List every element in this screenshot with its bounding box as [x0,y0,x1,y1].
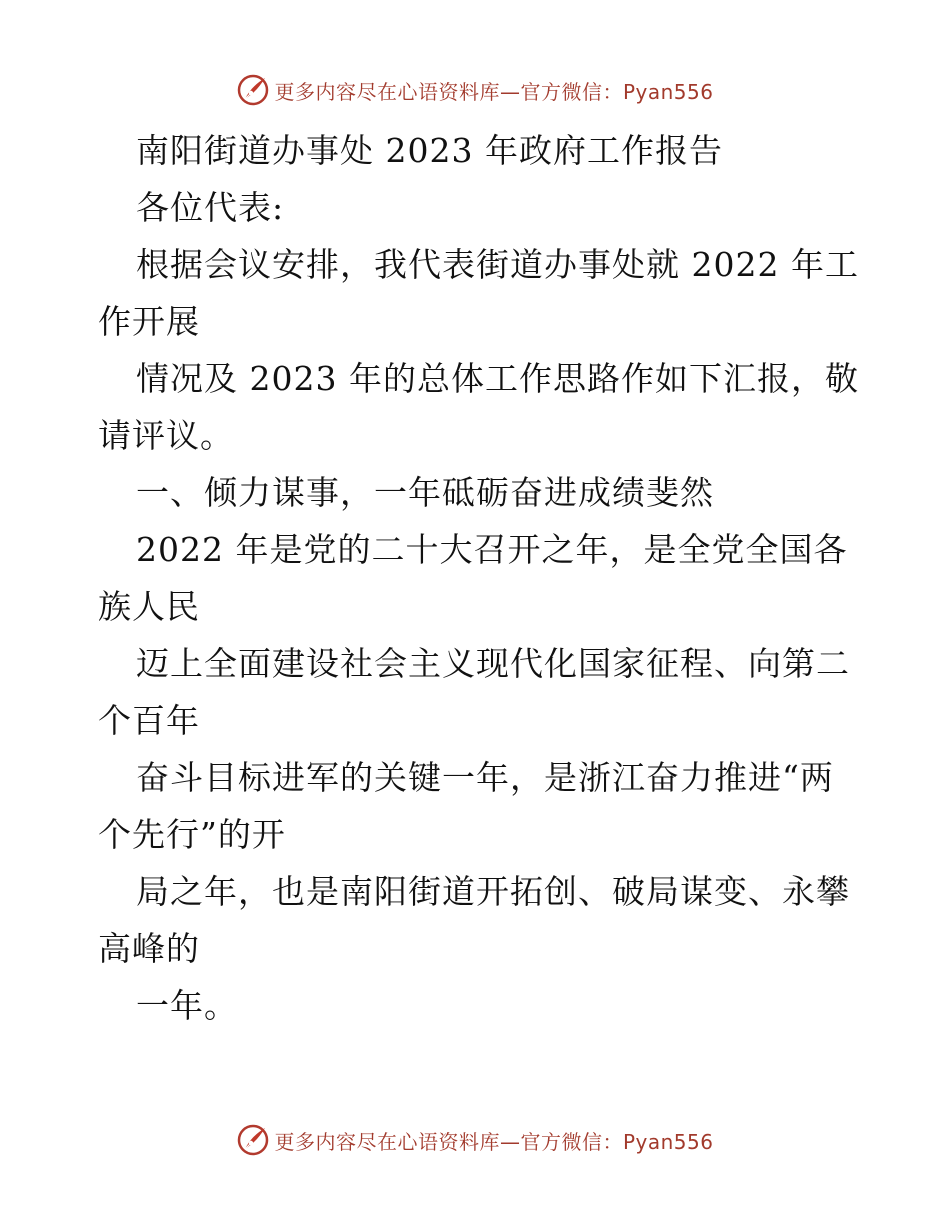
paragraph-line: 迈上全面建设社会主义现代化国家征程、向第二 [136,644,850,683]
watermark-text: 更多内容尽在心语资料库—官方微信：Pyan556 [274,79,714,104]
paragraph-line: 个百年 [98,701,200,740]
paragraph-line: 一年。 [136,986,238,1025]
paragraph-line: 局之年，也是南阳街道开拓创、破局谋变、永攀 [136,872,850,911]
document-body [98,122,858,1034]
document-title: 南阳街道办事处 2023 年政府工作报告 [136,131,723,170]
paragraph-line: 族人民 [98,587,200,626]
paragraph-line: 根据会议安排，我代表街道办事处就 2022 年工 [136,245,859,284]
paragraph-line: 个先行”的开 [98,815,286,854]
section-heading: 一、倾力谋事，一年砥砺奋进成绩斐然 [136,473,714,512]
feather-pen-logo-icon [236,1123,270,1157]
paragraph-line: 情况及 2023 年的总体工作思路作如下汇报，敬 [136,359,859,398]
paragraph-line: 高峰的 [98,929,200,968]
paragraph-line: 请评议。 [98,416,234,455]
feather-pen-logo-icon [236,73,270,107]
paragraph-line: 作开展 [98,302,200,341]
header-watermark-banner [0,70,950,110]
paragraph-line: 2022 年是党的二十大召开之年，是全党全国各 [136,530,848,569]
salutation: 各位代表: [136,188,285,227]
paragraph-line: 奋斗目标进军的关键一年，是浙江奋力推进“两 [136,758,834,797]
footer-watermark-banner [0,1120,950,1160]
watermark-text: 更多内容尽在心语资料库—官方微信：Pyan556 [274,1129,714,1154]
